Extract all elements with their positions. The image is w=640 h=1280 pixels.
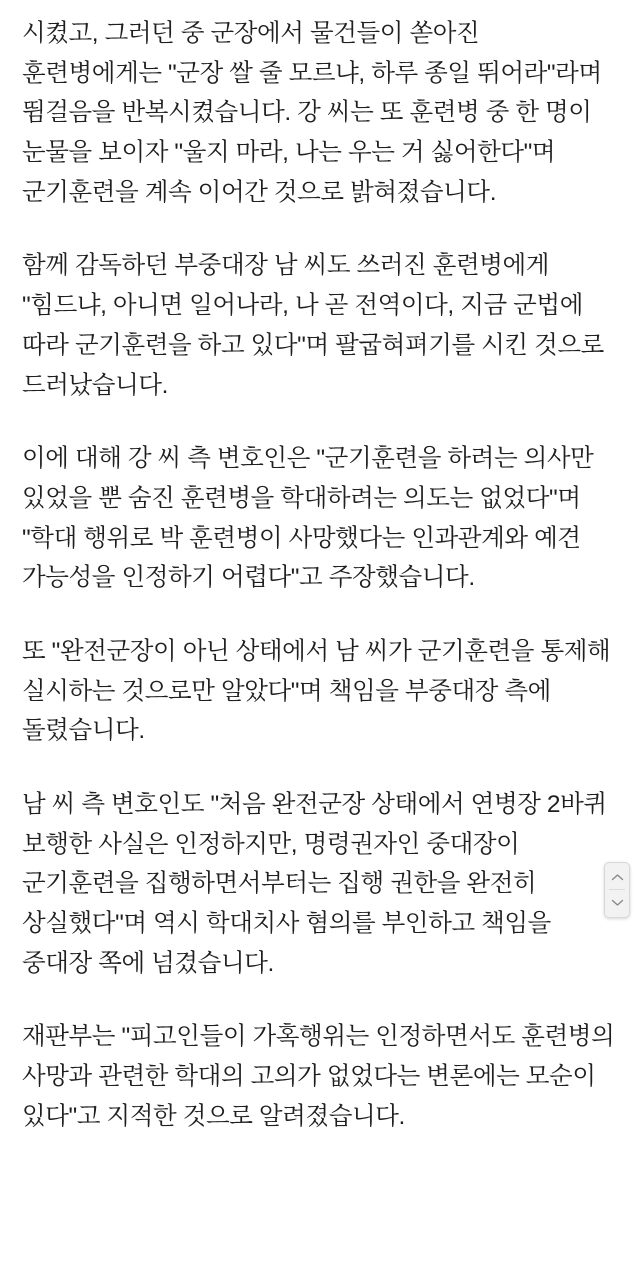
- scroll-down-button[interactable]: [606, 891, 628, 915]
- article-paragraph: 시켰고, 그러던 중 군장에서 물건들이 쏟아진 훈련병에게는 "군장 쌀 줄 모르냐, 하루 종일 뛰어라"라며 뜀걸음을 반복시켰습니다. 강 씨는 또 훈련병 중 한 명이 눈물을 보이자 "울지 마라, 나는 우는 거 싫어한다"며 군기훈련을 계속 이어간 것으로 밝혀졌습니다.: [22, 20, 602, 206]
- article-paragraph: 또 "완전군장이 아닌 상태에서 남 씨가 군기훈련을 통제해 실시하는 것으로만 알았다"며 책임을 부중대장 측에 돌렸습니다.: [22, 637, 611, 745]
- chevron-down-icon: [611, 898, 624, 907]
- scroll-control[interactable]: [604, 862, 630, 918]
- article-paragraph: 재판부는 "피고인들이 가혹행위는 인정하면서도 훈련병의 사망과 관련한 학대의 고의가 없었다는 변론에는 모순이 있다"고 지적한 것으로 알려졌습니다.: [22, 1023, 615, 1130]
- scroll-up-button[interactable]: [606, 865, 628, 889]
- chevron-up-icon: [611, 873, 624, 882]
- article-paragraph: 함께 감독하던 부중대장 남 씨도 쓰러진 훈련병에게 "힘드냐, 아니면 일어나라, 나 곧 전역이다, 지금 군법에 따라 군기훈련을 하고 있다"며 팔굽혀펴기를 시킨 것으로 드러났습니다.: [22, 252, 604, 399]
- article-paragraph: 남 씨 측 변호인도 "처음 완전군장 상태에서 연병장 2바퀴 보행한 사실은 인정하지만, 명령권자인 중대장이 군기훈련을 집행하면서부터는 집행 권한을 완전히 상실했다"며 역시 학대치사 혐의를 부인하고 책임을 중대장 쪽에 넘겼습니다.: [22, 791, 607, 977]
- article-paragraph: 이에 대해 강 씨 측 변호인은 "군기훈련을 하려는 의사만 있었을 뿐 숨진 훈련병을 학대하려는 의도는 없었다"며 "학대 행위로 박 훈련병이 사망했다는 인과관계와 예견 가능성을 인정하기 어렵다"고 주장했습니다.: [22, 445, 594, 592]
